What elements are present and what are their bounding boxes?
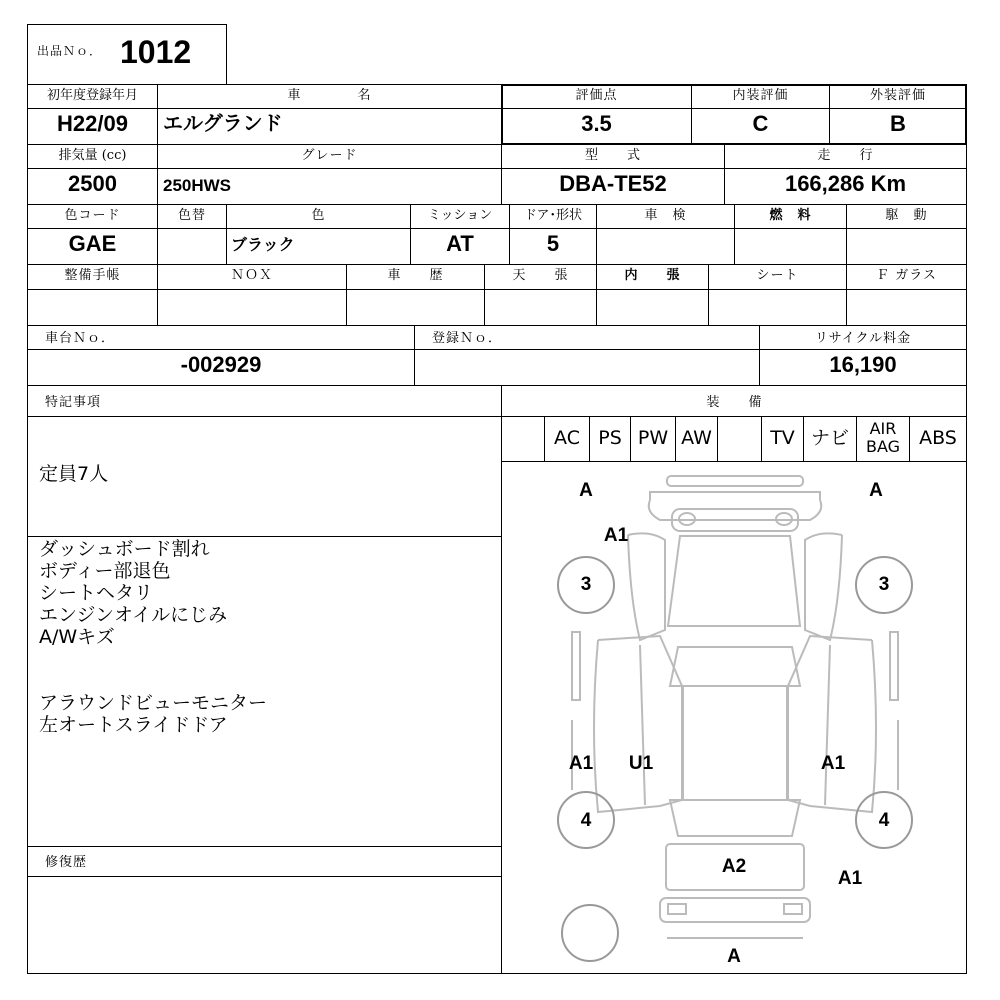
car-diagram — [502, 462, 966, 973]
car-name-value: エルグランド — [163, 113, 283, 135]
note-line: A/Wキズ — [39, 626, 115, 648]
recycle-fee-label: リサイクル料金 — [814, 331, 912, 346]
chassis-number-value: -002929 — [180, 352, 262, 377]
nox-label: ＮＯＸ — [230, 268, 273, 283]
model-label: 型 式 — [584, 148, 641, 163]
color-label: 色 — [311, 208, 326, 223]
model-value: DBA-TE52 — [559, 171, 667, 196]
damage-right-side: A1 — [820, 753, 846, 774]
note-line: アラウンドビューモニター — [39, 692, 268, 714]
equipment-aw: AW — [681, 427, 712, 449]
damage-wheel-front-left: 3 — [580, 574, 592, 595]
equipment-ps: PS — [598, 427, 622, 449]
equipment-airbag: AIR BAG — [865, 419, 901, 456]
seat-label: シート — [756, 268, 799, 283]
damage-left-door: U1 — [628, 753, 654, 774]
roof-lining-label: 天 張 — [512, 268, 569, 283]
equipment-ac: AC — [554, 427, 580, 449]
note-line: ボディー部退色 — [39, 560, 171, 582]
interior-grade-value: C — [752, 111, 769, 136]
notes-list — [39, 538, 267, 736]
note-line — [39, 670, 267, 692]
door-value: 5 — [546, 231, 560, 256]
color-code-label: 色コード — [64, 208, 121, 223]
equipment-item — [718, 416, 761, 460]
damage-hood-side: A1 — [603, 525, 629, 546]
recycle-fee-value: 16,190 — [829, 352, 897, 377]
note-line — [39, 648, 267, 670]
damage-wheel-rear-right: 4 — [878, 810, 890, 831]
damage-rear-right: A1 — [837, 868, 863, 889]
equipment-abs: ABS — [919, 427, 957, 449]
notes-capacity: 定員7人 — [39, 463, 109, 485]
front-glass-label: Ｆ ガラス — [876, 268, 937, 283]
damage-rear-bumper: A — [727, 946, 741, 967]
displacement-value: 2500 — [68, 171, 117, 196]
damage-wheel-rear-left: 4 — [580, 810, 592, 831]
chassis-number-label: 車台Ｎｏ． — [45, 331, 116, 346]
equipment-item — [502, 416, 544, 460]
equipment-pw: PW — [637, 427, 669, 449]
history-label: 車 歴 — [387, 268, 444, 283]
registration-number-label: 登録Ｎｏ． — [432, 331, 503, 346]
fuel-label: 燃 料 — [769, 208, 812, 223]
interior-grade-label: 内装評価 — [732, 88, 789, 103]
first-registration-label: 初年度登録年月 — [46, 88, 138, 103]
note-line: シートヘタリ — [39, 582, 154, 604]
lot-number-label: 出品Ｎｏ． — [37, 44, 103, 58]
exterior-grade-label: 外装評価 — [869, 88, 926, 103]
note-line: 左オートスライドドア — [39, 714, 228, 736]
repaint-label: 色替 — [177, 208, 206, 223]
mission-label: ミッション — [427, 208, 493, 223]
car-name-label: 車 名 — [287, 88, 372, 103]
maintenance-label: 整備手帳 — [64, 268, 121, 283]
note-line: エンジンオイルにじみ — [39, 604, 228, 626]
lot-number: 1012 — [120, 34, 192, 70]
drive-label: 駆 動 — [885, 208, 928, 223]
interior-trim-label: 内 張 — [624, 268, 681, 283]
door-label: ドア･形状 — [523, 208, 583, 223]
equipment-label: 装 備 — [706, 395, 763, 410]
score-value: 3.5 — [581, 111, 612, 136]
mileage-label: 走 行 — [817, 148, 874, 163]
damage-front-right: A — [869, 480, 883, 501]
mission-value: AT — [446, 231, 474, 256]
color-code-value: GAE — [68, 231, 117, 256]
equipment-navi: ナビ — [810, 427, 849, 449]
exterior-grade-value: B — [890, 111, 906, 136]
inspection-label: 車 検 — [644, 208, 687, 223]
damage-wheel-front-right: 3 — [878, 574, 890, 595]
first-registration-value: H22/09 — [57, 111, 128, 136]
damage-front-left: A — [579, 480, 593, 501]
equipment-tv: TV — [770, 427, 795, 449]
displacement-label: 排気量 (cc) — [58, 148, 127, 163]
damage-rear-panel: A2 — [721, 856, 747, 877]
grade-label: グレード — [301, 148, 358, 163]
note-line: ダッシュボード割れ — [39, 538, 210, 560]
notes-label: 特記事項 — [45, 395, 102, 410]
repair-history-label: 修復歴 — [45, 855, 88, 870]
mileage-value: 166,286 Km — [784, 171, 907, 196]
damage-left-side: A1 — [568, 753, 594, 774]
color-value: ブラック — [231, 237, 295, 254]
score-label: 評価点 — [575, 88, 618, 103]
grade-value: 250HWS — [163, 176, 232, 195]
